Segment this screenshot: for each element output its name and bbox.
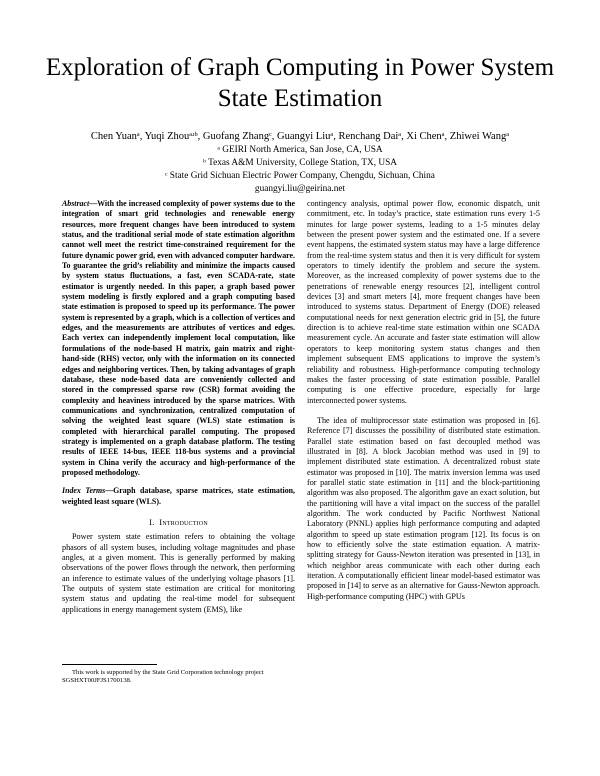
- right-paragraph-1: contingency analysis, optimal power flow, economic dispatch, unit commitment, etc. In today’s practice, state estimation runs every 1-5 minutes for large power systems, leading to a 1-5 minutes delay between the present power system and the estimated one. If a severe event happens, the estimated system status may have a large difference from the real-time system status and then it is very difficult for system operators to timely identify the problem and secure the system. Moreover, as the increased complexity of power systems due to the penetrations of renewable energy resources [2], intelligent control devices [3] and smart meters [4], more frequent changes have been introduced to systems status. Department of Energy (DOE) released computational needs for next generation electric grid in [5], the future direction is to achieve real-time state estimation within one SCADA measurement cycle. An accurate and faster state estimation will allow operators to keep monitoring system status changes and then implement subsequent EMS applications to improve the system’s reliability and robustness. High-performance computing technology makes the faster processing of state estimation possible. Parallel computing is one effective procedure, especially for large interconnected power systems.: [307, 199, 540, 405]
- author-list: Chen Yuanᵃ, Yuqi Zhouᵃʴᵇ, Guofang Zhangᶜ, Guangyi Liuᵃ, Renchang Daiᵃ, Xi Chenᵃ, Zhiwei Wangᵃ: [90, 131, 510, 142]
- abstract: [62, 199, 295, 478]
- section-title: Introduction: [159, 516, 208, 527]
- contact-email: guangyi.liu@geirina.net: [254, 184, 346, 194]
- index-terms-text: —Graph database, sparse matrices, state estimation, weighted least square (WLS).: [62, 486, 296, 506]
- left-column: [62, 199, 295, 615]
- funding-footnote: This work is supported by the State Grid Corporation technology project SGSHXT00JFJS1700138.: [62, 669, 264, 685]
- affiliation-a: ᵃ GEIRI North America, San Jose, CA, USA: [217, 145, 383, 155]
- index-terms: [62, 486, 295, 507]
- section-number: I.: [149, 516, 155, 527]
- right-paragraph-2: The idea of multiprocessor state estimation was proposed in [6]. Reference [7] discusses the possibility of distributed state estimation. Parallel state estimation based on fast decoupled method was illustrated in [8]. A block Jacobian method was used in [9] to implement distributed state estimation. A decentralized robust state estimator was proposed in [10]. The matrix inversion lemma was used for parallel static state estimation in [11] and the block-partitioning algorithm was also proposed. The algorithm gave an exact solution, but the partitioning will have a vital impact on the success of the parallel algorithm. The work conducted by Pacific Northwest National Laboratory (PNNL) applies high performance computing and adapted algorithm to speed up state estimation program [12]. Its focus is on how to efficiently solve the state estimation equation. A matrix-splitting strategy for Gauss-Newton iteration was presented in [13], in which neighbor areas communicate with each other during each iteration. A computationally efficient linear model-based estimator was proposed in [14] to serve as an alternative for Gauss-Newton approach. High-performance computing (HPC) with GPUs: [307, 415, 540, 601]
- abstract-text: —With the increased complexity of power systems due to the integration of smart grid technologies and renewable energy resources, more frequent changes have been introduced to system status, and the traditional serial mode of state estimation algorithm cannot well meet the restrict time-constrained requirement for the future dynamic power grid, even with advanced computer hardware. To guarantee the grid’s reliability and minimize the impacts caused by system status fluctuations, a fast, even SCADA-rate, state estimator is urgently needed. In this paper, a graph based power system modeling is firstly explored and a graph computing based state estimation is proposed to speed up its performance. The power system is represented by a graph, which is a collection of vertices and edges, and the measurements are attributes of vertices and edges. Each vertex can independently implement local computation, like formulations of the node-based H matrix, gain matrix and right-hand-side (RHS) vector, only with the information on its connected edges and neighboring vertices. Then, by taking advantages of graph database, these node-based data are conveniently collected and stored in the compressed sparse row (CSR) format avoiding the complexity and heaviness introduced by the sparse matrices. With communications and synchronization, centralized computation of solving the weighted least square (WLS) state estimation is completed with hierarchical parallel computing. The proposed strategy is implemented on a graph database platform. The testing results of IEEE 14-bus, IEEE 118-bus systems and a provincial system in China verify the accuracy and high-performance of the proposed methodology.: [62, 199, 295, 477]
- paper-title: Exploration of Graph Computing in Power System State Estimation: [45, 54, 555, 112]
- right-column: [307, 199, 540, 602]
- index-terms-lead: Index Terms: [62, 486, 106, 496]
- affiliations: [40, 144, 560, 196]
- footnote-rule: [62, 664, 157, 665]
- intro-paragraph: Power system state estimation refers to obtaining the voltage phasors of all system buses, including voltage magnitudes and phase angles, at a given moment. This is generally performed by making observations of the power flows through the network, then performing an inference to estimate values of the underlying voltage phasors [1]. The outputs of system state estimation are critical for monitoring system status and updating the real-time model for subsequent applications in energy management system (EMS), like: [62, 532, 295, 614]
- section-heading: [62, 517, 295, 527]
- affiliation-c: ᶜ State Grid Sichuan Electric Power Company, Chengdu, Sichuan, China: [165, 171, 435, 181]
- abstract-lead: Abstract: [62, 199, 90, 208]
- affiliation-b: ᵇ Texas A&M University, College Station, TX, USA: [203, 158, 397, 168]
